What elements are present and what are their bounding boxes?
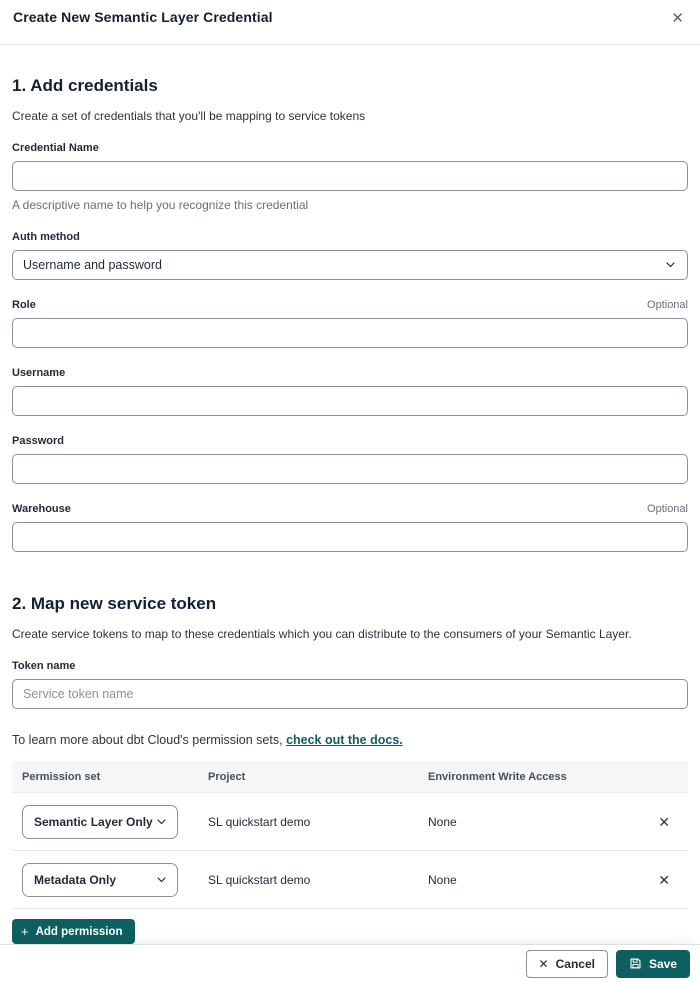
credential-name-label: Credential Name (12, 142, 99, 154)
permission-set-value-row-1: Semantic Layer Only (34, 814, 153, 829)
plus-icon: + (21, 924, 29, 939)
map-service-token-section (12, 594, 688, 944)
cancel-button[interactable] (526, 950, 608, 978)
modal-body (0, 45, 700, 944)
cancel-x-icon: ✕ (538, 956, 549, 971)
project-cell-row-2: SL quickstart demo (208, 872, 311, 887)
docs-link[interactable]: check out the docs. (286, 733, 403, 747)
username-field-group (12, 367, 688, 416)
chevron-down-icon (157, 877, 166, 883)
warehouse-field-group (12, 503, 688, 552)
password-field-group (12, 435, 688, 484)
credential-name-helper: A descriptive name to help you recognize this credential (12, 198, 309, 212)
role-label: Role (12, 299, 36, 311)
permission-docs-line (12, 733, 688, 747)
permission-set-select-row-2[interactable] (22, 863, 178, 897)
add-permission-button[interactable] (12, 919, 135, 944)
token-name-input[interactable] (12, 679, 688, 709)
token-name-field-group (12, 660, 688, 709)
table-row (12, 851, 688, 909)
role-field-group (12, 299, 688, 348)
docs-text: To learn more about dbt Cloud's permission sets, (12, 733, 287, 747)
env-write-access-cell-row-2: None (428, 872, 457, 887)
save-label: Save (648, 956, 677, 971)
password-input[interactable] (12, 454, 688, 484)
auth-method-label: Auth method (12, 231, 80, 243)
warehouse-optional-badge: Optional (647, 503, 688, 515)
cancel-label: Cancel (555, 956, 595, 971)
role-input[interactable] (12, 318, 688, 348)
modal-title: Create New Semantic Layer Credential (13, 9, 273, 25)
credential-name-input[interactable] (12, 161, 688, 191)
add-permission-label: Add permission (35, 925, 123, 938)
permission-set-value-row-2: Metadata Only (34, 872, 117, 887)
env-write-access-cell-row-1: None (428, 814, 457, 829)
auth-method-select[interactable] (12, 250, 688, 280)
remove-permission-icon-row-1[interactable]: ✕ (654, 811, 674, 833)
chevron-down-icon (157, 819, 166, 825)
warehouse-input[interactable] (12, 522, 688, 552)
remove-permission-icon-row-2[interactable]: ✕ (654, 869, 674, 891)
modal-header (0, 0, 700, 45)
close-icon[interactable]: ✕ (671, 10, 684, 27)
permissions-table (12, 761, 688, 909)
password-label: Password (12, 435, 64, 447)
table-row (12, 793, 688, 851)
token-name-label: Token name (12, 660, 76, 672)
chevron-down-icon (666, 262, 675, 268)
modal-footer (0, 944, 700, 982)
project-cell-row-1: SL quickstart demo (208, 814, 311, 829)
section-2-subtitle: Create service tokens to map to these credentials which you can distribute to the consumers of your Semantic Layer. (12, 627, 632, 641)
col-project: Project (208, 770, 246, 783)
col-permission-set: Permission set (22, 770, 101, 783)
col-environment-write-access: Environment Write Access (428, 770, 567, 783)
username-label: Username (12, 367, 66, 379)
save-button[interactable] (616, 950, 690, 978)
section-1-subtitle: Create a set of credentials that you'll be mapping to service tokens (12, 109, 366, 123)
auth-method-selected-value: Username and password (23, 258, 162, 272)
warehouse-label: Warehouse (12, 503, 71, 515)
permissions-table-header (12, 761, 688, 793)
add-credentials-section (12, 76, 688, 552)
section-2-heading: 2. Map new service token (12, 594, 217, 613)
auth-method-field-group (12, 231, 688, 280)
role-optional-badge: Optional (647, 299, 688, 311)
save-icon (629, 957, 642, 970)
credential-name-field-group (12, 142, 688, 212)
username-input[interactable] (12, 386, 688, 416)
permission-set-select-row-1[interactable] (22, 805, 178, 839)
section-1-heading: 1. Add credentials (12, 76, 158, 95)
